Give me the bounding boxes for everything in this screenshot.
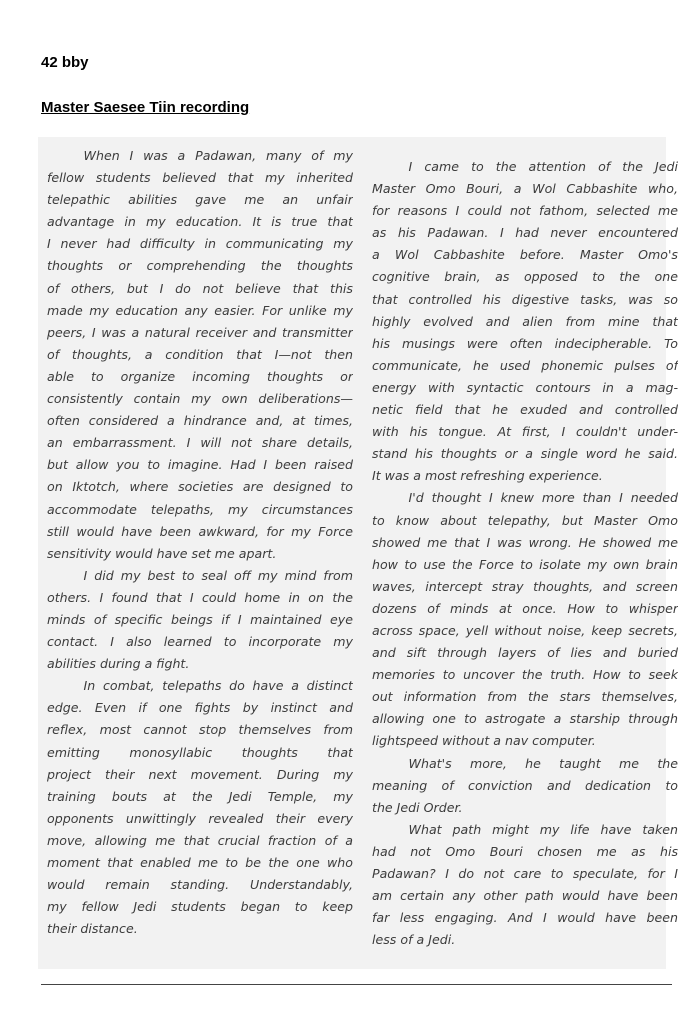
text-line: a Wol Cabbashite before. Master Omo's <box>372 247 678 263</box>
text-line: my fellow Jedi students began to keep <box>47 899 353 915</box>
text-line: sensitivity would have set me apart. <box>47 545 277 561</box>
text-line: but allow you to imagine. Had I been raised <box>47 457 353 473</box>
text-line: moment that enabled me to be the one who <box>47 855 353 870</box>
text-line: project their next movement. During my <box>47 766 353 782</box>
text-line: Padawan? I do not care to speculate, for I <box>372 866 678 881</box>
text-line: move, allowing me that crucial fraction of a <box>47 832 353 848</box>
text-line: would remain standing. Understandably, <box>47 877 353 893</box>
text-line: It was a most refreshing experience. <box>372 468 603 484</box>
text-line: I came to the attention of the Jedi <box>408 159 678 174</box>
text-line: less of a Jedi. <box>372 932 456 948</box>
text-line: lightspeed without a nav computer. <box>372 733 596 749</box>
text-line: of others, but I do not believe that this <box>47 280 353 296</box>
text-line: In combat, telepaths do have a distinct <box>83 678 353 694</box>
left-column <box>47 145 353 940</box>
right-column <box>372 156 678 951</box>
text-line: across space, yell without noise, keep secrets, <box>372 622 678 638</box>
text-line: minds of specific beings if I maintained eye <box>47 611 353 627</box>
text-line: cognitive brain, as opposed to the one <box>372 269 678 285</box>
text-line: with his tongue. At first, I couldn't under- <box>372 424 678 440</box>
text-line: consistently contain my own deliberations— <box>47 391 353 407</box>
text-line: communicate, he used phonemic pulses of <box>372 357 678 373</box>
paragraph <box>372 156 678 487</box>
text-line: allowing one to astrogate a starship through <box>372 711 678 727</box>
text-line: for reasons I could not fathom, selected me <box>372 203 678 219</box>
text-line: I never had difficulty in communicating my <box>47 236 353 252</box>
paragraph <box>47 565 353 675</box>
paragraph <box>47 145 353 565</box>
text-line: an embarrassment. I will not share details, <box>47 435 353 451</box>
text-line: meaning of conviction and dedication to <box>372 777 678 793</box>
text-line: of thoughts, a condition that I—not then <box>47 346 353 362</box>
text-line: I'd thought I knew more than I needed <box>408 490 678 506</box>
text-line: waves, intercept stray thoughts, and screen <box>372 578 678 594</box>
text-line: his musings were often indecipherable. To <box>372 335 678 351</box>
text-line: contact. I also learned to incorporate my <box>47 634 353 650</box>
text-line: training bouts at the Jedi Temple, my <box>47 788 353 804</box>
text-line: energy with syntactic contours in a mag- <box>372 379 678 395</box>
text-line: showed me that I was wrong. He showed me <box>372 534 678 550</box>
page-label: 42 bby <box>41 54 89 71</box>
text-line: able to organize incoming thoughts or <box>47 368 353 384</box>
text-line: am certain any other path would have been <box>372 888 678 904</box>
text-line: highly evolved and alien from mine that <box>372 313 678 329</box>
text-line: reflex, most cannot stop themselves from <box>47 722 353 738</box>
text-line: far less engaging. And I would have been <box>372 910 678 926</box>
text-line: fellow students believed that my inherited <box>47 170 353 186</box>
text-line: out information from the stars themselves, <box>372 689 678 705</box>
text-line: had not Omo Bouri chosen me as his <box>372 843 678 859</box>
text-line: their distance. <box>47 921 138 937</box>
text-line: What path might my life have taken <box>408 821 678 837</box>
text-line: made my education any easier. For unlike my <box>47 302 353 318</box>
text-line: emitting monosyllabic thoughts that <box>47 744 353 760</box>
paragraph <box>372 819 678 952</box>
text-line: others. I found that I could home in on the <box>47 589 353 605</box>
text-line: edge. Even if one fights by instinct and <box>47 700 353 716</box>
text-line: stand his thoughts or a single word he said. <box>372 446 678 462</box>
text-line: netic field that he exuded and controlled <box>372 402 678 418</box>
text-line: telepathic abilities gave me an unfair <box>47 192 353 208</box>
text-line: Master Omo Bouri, a Wol Cabbashite who, <box>372 181 678 197</box>
paragraph <box>47 675 353 940</box>
text-line: memories to uncover the truth. How to seek <box>372 667 678 683</box>
bottom-divider <box>41 984 672 985</box>
text-line: I did my best to seal off my mind from <box>83 567 353 583</box>
text-line: to know about telepathy, but Master Omo <box>372 512 678 528</box>
text-line: abilities during a fight. <box>47 656 190 672</box>
text-line: and sift through layers of lies and buried <box>372 645 678 661</box>
text-line: how to use the Force to isolate my own brain <box>372 556 678 572</box>
text-line: When I was a Padawan, many of my <box>83 148 353 163</box>
text-line: as his Padawan. I had never encountered <box>372 225 678 241</box>
text-line: that controlled his digestive tasks, was so <box>372 291 678 307</box>
text-line: dozens of minds at once. How to whisper <box>372 600 678 616</box>
text-line: opponents unwittingly revealed their every <box>47 810 353 826</box>
section-title: Master Saesee Tiin recording <box>41 99 250 116</box>
text-line: on Iktotch, where societies are designed to <box>47 479 353 495</box>
text-line: the Jedi Order. <box>372 799 463 815</box>
text-line: advantage in my education. It is true that <box>47 214 353 230</box>
paragraph <box>372 487 678 752</box>
text-line: peers, I was a natural receiver and transmitter <box>47 324 353 340</box>
text-line: often considered a hindrance and, at times, <box>47 413 353 429</box>
text-line: What's more, he taught me the <box>408 755 678 771</box>
text-line: still would have been awkward, for my Force <box>47 523 353 539</box>
scanned-text-block <box>38 137 678 969</box>
text-line: accommodate telepaths, my circumstances <box>47 501 353 517</box>
text-line: thoughts or comprehending the thoughts <box>47 258 353 274</box>
paragraph <box>372 753 678 819</box>
